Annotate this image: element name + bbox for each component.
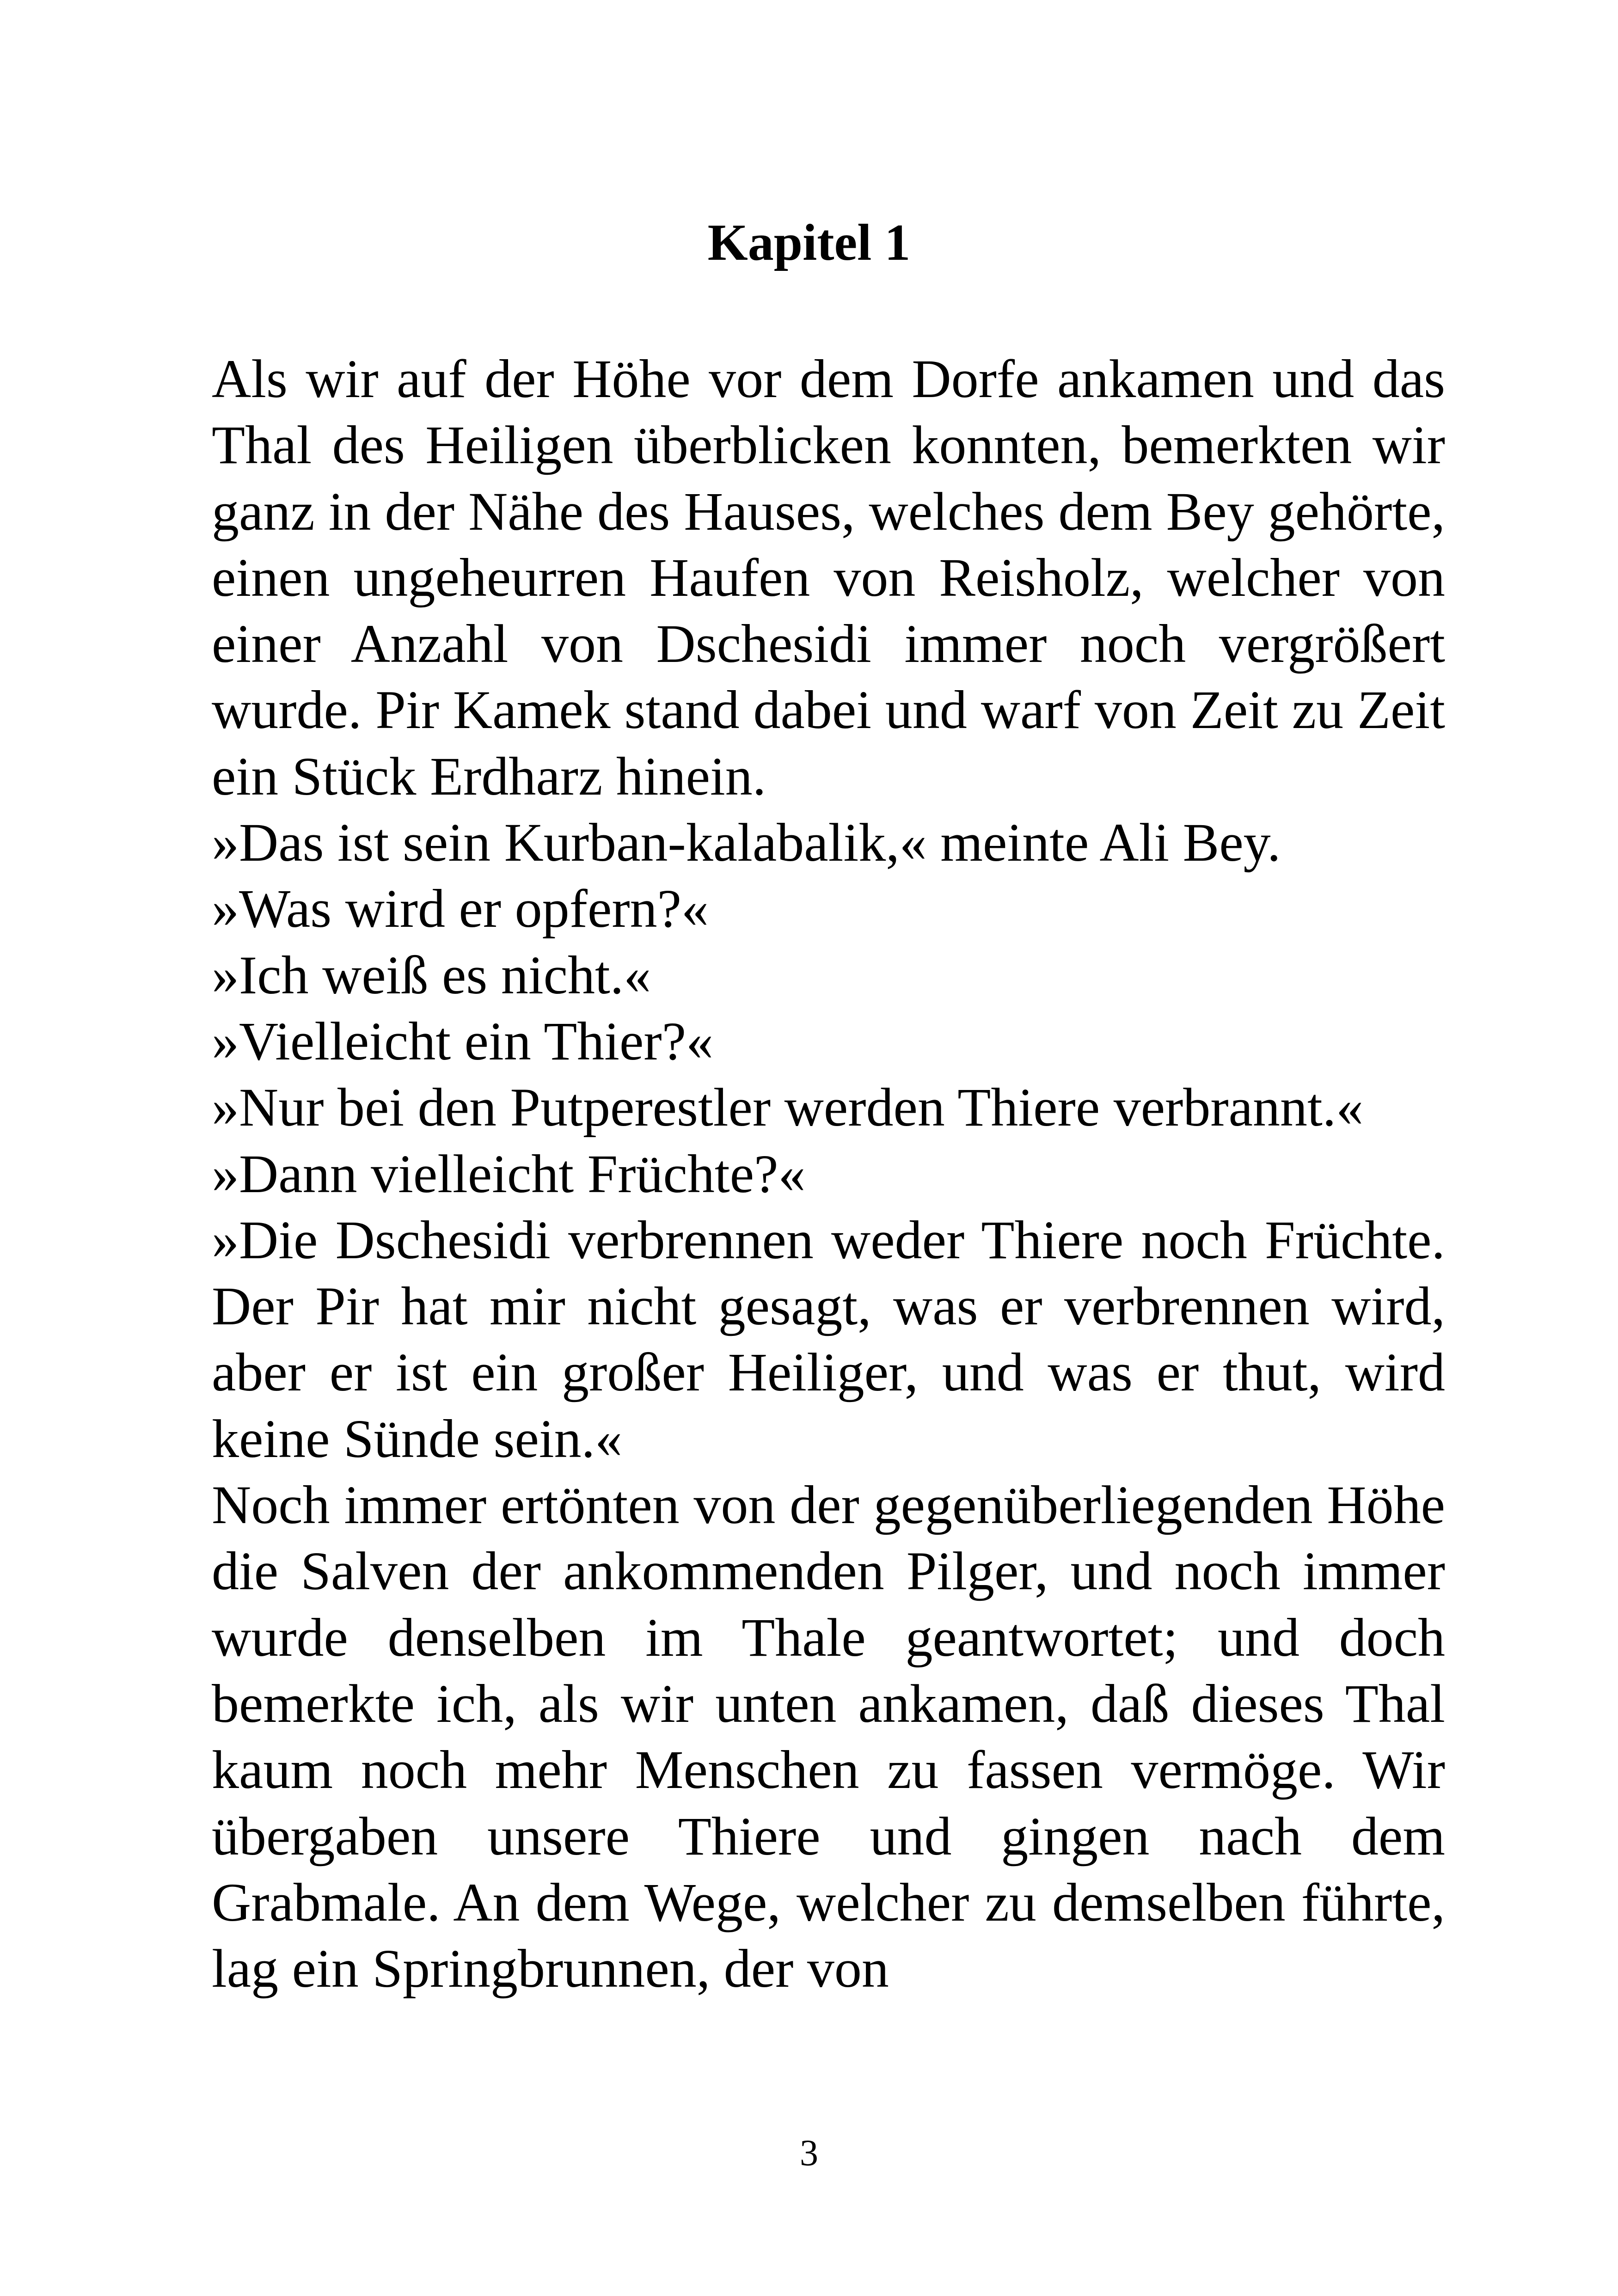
paragraph-9: Noch immer ertönten von der gegenüberliegenden Höhe die Salven der ankommenden Pilger, und noch immer wurde denselben im Thale geantwortet; und doch bemerkte ich, als wir unten ankamen, daß dieses Thal kaum noch mehr Menschen zu fassen vermöge. Wir übergaben unsere Thiere und gingen nach dem Grabmale. An dem Wege, welcher zu demselben führte, lag ein Springbrunnen, der von — [212, 1475, 1445, 1999]
paragraph-4: »Ich weiß es nicht.« — [212, 944, 651, 1005]
body-text — [212, 346, 1445, 2002]
paragraph-6: »Nur bei den Putperestler werden Thiere verbrannt.« — [212, 1077, 1364, 1138]
paragraph-5: »Vielleicht ein Thier?« — [212, 1010, 714, 1071]
paragraph-1: Als wir auf der Höhe vor dem Dorfe ankamen und das Thal des Heiligen überblicken konnten, bemerkten wir ganz in der Nähe des Hauses, welches dem Bey gehörte, einen ungeheurren Haufen von Reisholz, welcher von einer Anzahl von Dschesidi immer noch vergrößert wurde. Pir Kamek stand dabei und warf von Zeit zu Zeit ein Stück Erdharz hinein. — [212, 349, 1445, 807]
paragraph-7: »Dann vielleicht Früchte?« — [212, 1143, 806, 1204]
page-number: 3 — [800, 2133, 818, 2174]
paragraph-2: »Das ist sein Kurban-kalabalik,« meinte Ali Bey. — [212, 812, 1281, 873]
chapter-title: Kapitel 1 — [707, 214, 911, 271]
paragraph-3: »Was wird er opfern?« — [212, 878, 709, 939]
paragraph-8: »Die Dschesidi verbrennen weder Thiere noch Früchte. Der Pir hat mir nicht gesagt, was er verbrennen wird, aber er ist ein großer Heiliger, und was er thut, wird keine Sünde sein.« — [212, 1209, 1445, 1469]
